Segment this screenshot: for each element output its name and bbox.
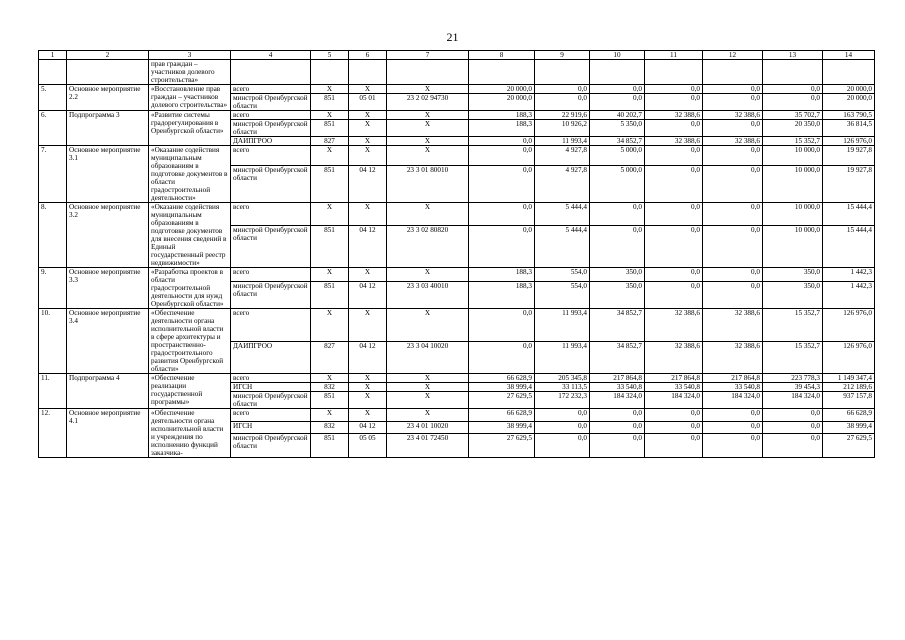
row-number: 12. [39,409,67,458]
value-cell: 33 540,8 [703,383,763,392]
value-cell: Х [349,85,387,94]
value-cell: 0,0 [703,165,763,202]
value-cell: 32 388,6 [703,111,763,120]
value-cell: 1 149 347,4 [823,374,875,383]
table-row [39,146,875,166]
value-cell: 126 976,0 [823,309,875,342]
value-cell: 23 3 02 80820 [387,225,469,268]
column-header: 10 [590,51,645,60]
value-cell: 27 629,5 [823,434,875,458]
row-number: 5. [39,85,67,111]
value-cell: 32 388,6 [645,111,703,120]
value-cell: 0,0 [469,165,535,202]
value-cell: 212 189,6 [823,383,875,392]
executor-cell: всего [231,374,311,383]
value-cell: 851 [311,392,349,409]
value-cell: 0,0 [590,85,645,94]
value-cell: Х [387,374,469,383]
value-cell: Х [349,268,387,282]
value-cell: 23 3 04 10020 [387,341,469,374]
value-cell: 163 790,5 [823,111,875,120]
table-row [39,309,875,342]
value-cell: 66 628,9 [823,409,875,422]
value-cell: Х [349,120,387,137]
value-cell: 0,0 [469,137,535,146]
row-number: 10. [39,309,67,374]
executor-cell: минстрой Оренбургской области [231,392,311,409]
value-cell: 36 814,5 [823,120,875,137]
value-cell: 33 540,8 [590,383,645,392]
column-header: 11 [645,51,703,60]
row-number: 9. [39,268,67,309]
value-cell: 23 3 03 40010 [387,282,469,309]
value-cell: 0,0 [469,203,535,226]
value-cell: 832 [311,421,349,434]
value-cell: 05 01 [349,94,387,111]
value-cell: 0,0 [763,421,823,434]
measure-type: Основное мероприятие 2.2 [67,85,149,111]
table-row [39,203,875,226]
value-cell: 188,3 [469,268,535,282]
value-cell: Х [349,203,387,226]
column-header: 4 [231,51,311,60]
value-cell: 851 [311,120,349,137]
value-cell: 10 000,0 [763,225,823,268]
value-cell: 04 12 [349,421,387,434]
executor-cell: ДАИПГРОО [231,341,311,374]
column-header: 3 [149,51,231,60]
value-cell: 5 000,0 [590,146,645,166]
value-cell: 0,0 [535,85,590,94]
value-cell: 15 352,7 [763,309,823,342]
value-cell: 0,0 [703,203,763,226]
value-cell: 11 993,4 [535,309,590,342]
value-cell: 10 926,2 [535,120,590,137]
measure-type: Основное мероприятие 3.4 [67,309,149,374]
value-cell: 04 12 [349,341,387,374]
value-cell: 23 3 01 80010 [387,165,469,202]
value-cell: 0,0 [703,146,763,166]
value-cell: 38 999,4 [823,421,875,434]
measure-name: «Восстановление прав граждан – участников долевого строительства» [149,85,231,111]
value-cell: 851 [311,94,349,111]
table-row [39,268,875,282]
value-cell: 32 388,6 [703,137,763,146]
value-cell: 126 976,0 [823,137,875,146]
value-cell: 350,0 [590,282,645,309]
value-cell: 20 350,0 [763,120,823,137]
value-cell: 4 927,8 [535,165,590,202]
value-cell: 23 4 01 72450 [387,434,469,458]
value-cell: Х [349,383,387,392]
value-cell: 188,3 [469,120,535,137]
value-cell: Х [387,120,469,137]
value-cell: Х [349,111,387,120]
value-cell: 27 629,5 [469,392,535,409]
value-cell: Х [387,268,469,282]
row-number: 6. [39,111,67,146]
column-header: 2 [67,51,149,60]
value-cell: Х [311,374,349,383]
value-cell: 184 324,0 [590,392,645,409]
measure-type: Основное мероприятие 3.3 [67,268,149,309]
value-cell: 4 927,8 [535,146,590,166]
value-cell: 350,0 [763,268,823,282]
value-cell: 32 388,6 [703,309,763,342]
value-cell: 1 442,3 [823,268,875,282]
executor-cell: ИГСН [231,383,311,392]
value-cell: 0,0 [469,341,535,374]
page-number: 21 [446,30,459,44]
value-cell: 217 864,8 [645,374,703,383]
value-cell: 205 345,8 [535,374,590,383]
value-cell: 126 976,0 [823,341,875,374]
column-header: 8 [469,51,535,60]
measure-type: Подпрограмма 4 [67,374,149,409]
value-cell: 851 [311,225,349,268]
value-cell: 66 628,9 [469,374,535,383]
executor-cell: минстрой Оренбургской области [231,282,311,309]
value-cell: 554,0 [535,268,590,282]
value-cell: 0,0 [703,409,763,422]
value-cell: 184 324,0 [645,392,703,409]
value-cell: 0,0 [703,282,763,309]
executor-cell: всего [231,309,311,342]
value-cell: 217 864,8 [590,374,645,383]
value-cell: 350,0 [590,268,645,282]
value-cell: 38 999,4 [469,421,535,434]
measure-name: «Оказание содействия муниципальным образованиям в подготовке документов в области градостроительной деятельности» [149,146,231,203]
value-cell: 0,0 [645,85,703,94]
executor-cell: минстрой Оренбургской области [231,94,311,111]
column-header: 14 [823,51,875,60]
value-cell: Х [387,392,469,409]
value-cell: 0,0 [645,120,703,137]
value-cell: 11 993,4 [535,341,590,374]
value-cell: Х [387,409,469,422]
value-cell: 10 000,0 [763,203,823,226]
value-cell: 20 000,0 [823,85,875,94]
value-cell: Х [387,383,469,392]
value-cell: 0,0 [763,409,823,422]
value-cell: 0,0 [703,120,763,137]
column-header: 12 [703,51,763,60]
value-cell: Х [311,146,349,166]
value-cell: 35 702,7 [763,111,823,120]
value-cell: 851 [311,282,349,309]
value-cell: 0,0 [645,225,703,268]
value-cell: 0,0 [645,421,703,434]
value-cell: 66 628,9 [469,409,535,422]
executor-cell: всего [231,85,311,94]
value-cell: 19 927,8 [823,146,875,166]
value-cell: 05 05 [349,434,387,458]
value-cell: Х [387,111,469,120]
value-cell: 04 12 [349,165,387,202]
value-cell: Х [387,146,469,166]
value-cell: 184 324,0 [763,392,823,409]
value-cell: 0,0 [703,268,763,282]
value-cell: Х [349,309,387,342]
value-cell: 32 388,6 [703,341,763,374]
row-number: 7. [39,146,67,203]
executor-cell: всего [231,203,311,226]
value-cell: 0,0 [763,434,823,458]
value-cell: 0,0 [590,225,645,268]
value-cell: 0,0 [535,421,590,434]
value-cell: 0,0 [535,434,590,458]
executor-cell: минстрой Оренбургской области [231,120,311,137]
table-row [39,374,875,383]
value-cell: 0,0 [469,309,535,342]
column-header: 9 [535,51,590,60]
row-number: 8. [39,203,67,268]
value-cell: 217 864,8 [703,374,763,383]
value-cell: 0,0 [535,409,590,422]
measure-type: Основное мероприятие 3.2 [67,203,149,268]
value-cell: 15 352,7 [763,137,823,146]
value-cell: Х [349,392,387,409]
executor-cell: всего [231,409,311,422]
column-header: 1 [39,51,67,60]
value-cell: Х [387,309,469,342]
value-cell: 04 12 [349,225,387,268]
value-cell: 15 444,4 [823,225,875,268]
measure-type: Основное мероприятие 3.1 [67,146,149,203]
column-header: 5 [311,51,349,60]
value-cell: 5 000,0 [590,165,645,202]
value-cell: 350,0 [763,282,823,309]
value-cell: 0,0 [703,94,763,111]
value-cell: 27 629,5 [469,434,535,458]
header-row [39,51,875,60]
value-cell: 188,3 [469,111,535,120]
value-cell: Х [349,137,387,146]
value-cell: 0,0 [469,146,535,166]
value-cell: 0,0 [703,85,763,94]
value-cell: Х [387,137,469,146]
value-cell: 172 232,3 [535,392,590,409]
value-cell: 851 [311,165,349,202]
value-cell: 832 [311,383,349,392]
value-cell: 34 852,7 [590,309,645,342]
value-cell: 0,0 [645,203,703,226]
value-cell: 34 852,7 [590,137,645,146]
value-cell: 827 [311,137,349,146]
value-cell: 40 202,7 [590,111,645,120]
column-header: 6 [349,51,387,60]
value-cell: 0,0 [590,203,645,226]
value-cell: 0,0 [645,434,703,458]
value-cell: 0,0 [763,94,823,111]
value-cell: 20 000,0 [469,94,535,111]
table-body [39,60,875,458]
value-cell: 20 000,0 [823,94,875,111]
value-cell: 23 4 01 10020 [387,421,469,434]
value-cell: 0,0 [763,85,823,94]
executor-cell: минстрой Оренбургской области [231,434,311,458]
executor-cell: минстрой Оренбургской области [231,165,311,202]
value-cell: 0,0 [703,421,763,434]
value-cell: 5 350,0 [590,120,645,137]
value-cell: 184 324,0 [703,392,763,409]
value-cell: 0,0 [645,282,703,309]
value-cell: 33 540,8 [645,383,703,392]
value-cell: 0,0 [535,94,590,111]
row-number: 11. [39,374,67,409]
value-cell: Х [311,111,349,120]
value-cell: Х [349,409,387,422]
value-cell: 20 000,0 [469,85,535,94]
value-cell: 0,0 [590,94,645,111]
value-cell: 22 919,6 [535,111,590,120]
table-row [39,111,875,120]
value-cell: Х [387,203,469,226]
value-cell: 10 000,0 [763,165,823,202]
value-cell: 188,3 [469,282,535,309]
measure-type: Основное мероприятие 4.1 [67,409,149,458]
value-cell: 0,0 [590,421,645,434]
value-cell: 0,0 [590,409,645,422]
value-cell: 0,0 [469,225,535,268]
value-cell: 5 444,4 [535,225,590,268]
value-cell: 32 388,6 [645,137,703,146]
measure-name: «Обеспечение реализации государственной программы» [149,374,231,409]
table-row [39,85,875,94]
value-cell: 33 113,5 [535,383,590,392]
value-cell: 851 [311,434,349,458]
value-cell: 15 444,4 [823,203,875,226]
executor-cell: минстрой Оренбургской области [231,225,311,268]
value-cell: 32 388,6 [645,341,703,374]
measure-name: «Обеспечение деятельности органа исполнительной власти и учреждения по исполнению функций заказчика- [149,409,231,458]
value-cell: 10 000,0 [763,146,823,166]
value-cell: Х [387,85,469,94]
executor-cell: всего [231,111,311,120]
column-header: 13 [763,51,823,60]
value-cell: 937 157,8 [823,392,875,409]
value-cell: Х [311,203,349,226]
value-cell: 04 12 [349,282,387,309]
value-cell: 0,0 [703,434,763,458]
table-row [39,409,875,422]
measure-name: «Разработка проектов в области градостроительной деятельности для нужд Оренбургской области» [149,268,231,309]
value-cell: 11 993,4 [535,137,590,146]
value-cell: 554,0 [535,282,590,309]
budget-table [38,50,875,458]
measure-type: Подпрограмма 3 [67,111,149,146]
measure-name: «Развитие системы градорегулирования в Оренбургской области» [149,111,231,146]
measure-name: «Обеспечение деятельности органа исполнительной власти в сфере архитектуры и пространственно-градостроительного развития Оренбургской области» [149,309,231,374]
value-cell: 0,0 [703,225,763,268]
value-cell: Х [311,409,349,422]
value-cell: Х [349,374,387,383]
value-cell: 38 999,4 [469,383,535,392]
value-cell: Х [349,146,387,166]
executor-cell: ИГСН [231,421,311,434]
value-cell: 39 454,3 [763,383,823,392]
value-cell: 15 352,7 [763,341,823,374]
value-cell: 223 778,3 [763,374,823,383]
value-cell: Х [311,85,349,94]
value-cell: 0,0 [645,268,703,282]
value-cell: Х [311,309,349,342]
measure-name: прав граждан – участников долевого строительства» [149,60,231,85]
value-cell: 0,0 [645,409,703,422]
value-cell: 0,0 [645,165,703,202]
value-cell: 32 388,6 [645,309,703,342]
value-cell: 5 444,4 [535,203,590,226]
executor-cell: всего [231,146,311,166]
executor-cell: ДАИПГРОО [231,137,311,146]
continuation-row [39,60,875,85]
measure-name: «Оказание содействия муниципальным образованиям в подготовке документов для внесения сведений в Единый государственный реестр недвижимости» [149,203,231,268]
value-cell: Х [311,268,349,282]
value-cell: 19 927,8 [823,165,875,202]
value-cell: 1 442,3 [823,282,875,309]
column-header: 7 [387,51,469,60]
value-cell: 827 [311,341,349,374]
value-cell: 0,0 [590,434,645,458]
value-cell: 23 2 02 94730 [387,94,469,111]
value-cell: 0,0 [645,146,703,166]
value-cell: 34 852,7 [590,341,645,374]
executor-cell: всего [231,268,311,282]
value-cell: 0,0 [645,94,703,111]
